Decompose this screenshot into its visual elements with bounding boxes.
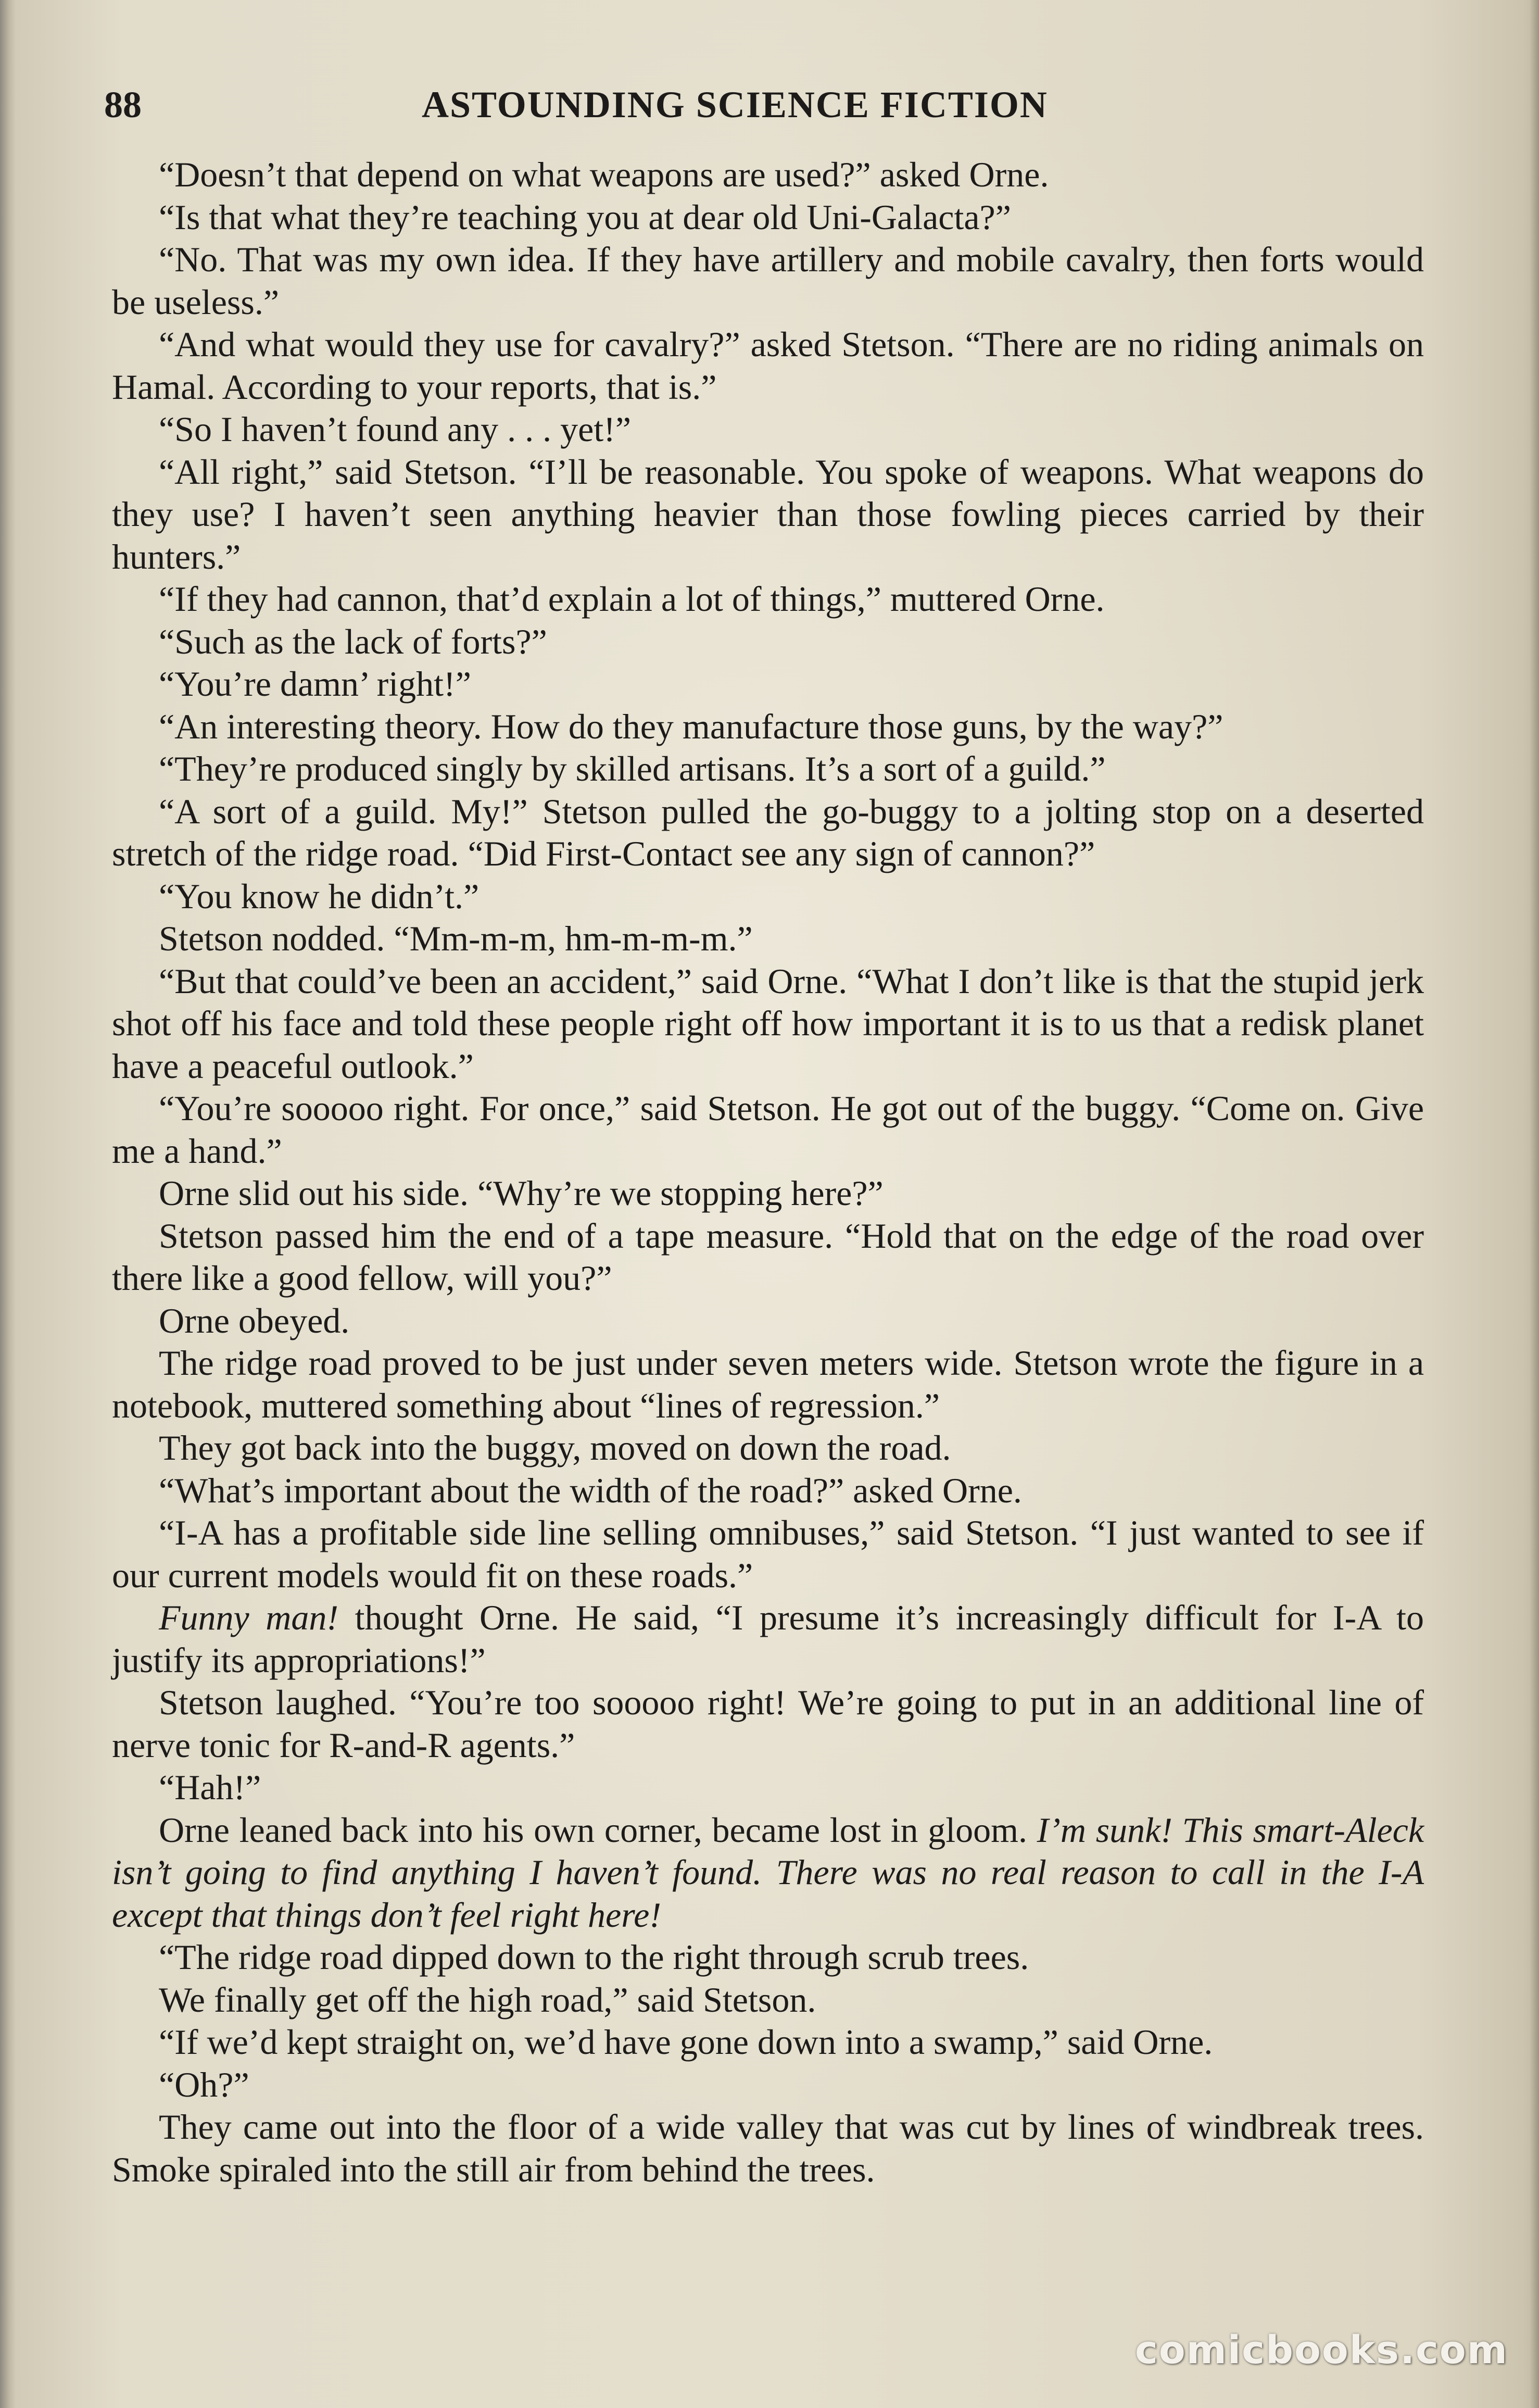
italic-thought: I’m sunk! This smart-Aleck isn’t going to find anything I haven’t found. There was no real reason to call in the I-A except that things don’t feel right here! — [112, 1810, 1424, 1935]
page-edge-right — [1523, 0, 1539, 2408]
paragraph: “You’re sooooo right. For once,” said Stetson. He got out of the buggy. “Come on. Give me a hand.” — [112, 1088, 1424, 1171]
page-header — [104, 78, 1427, 135]
paragraph: “What’s important about the width of the road?” asked Orne. — [159, 1470, 1022, 1510]
paragraph: Orne obeyed. — [159, 1300, 350, 1340]
paragraph: “They’re produced singly by skilled artisans. It’s a sort of a guild.” — [159, 749, 1106, 788]
paragraph-text: Orne leaned back into his own corner, became lost in gloom. — [159, 1810, 1037, 1850]
paragraph: Orne slid out his side. “Why’re we stopping here?” — [159, 1173, 884, 1213]
watermark: comicbooks.com — [1135, 2328, 1508, 2373]
paragraph: “So I haven’t found any . . . yet!” — [159, 409, 632, 449]
paragraph: “An interesting theory. How do they manufacture those guns, by the way?” — [159, 706, 1223, 746]
page-number: 88 — [104, 84, 142, 126]
paragraph: “If we’d kept straight on, we’d have gone down into a swamp,” said Orne. — [159, 2022, 1213, 2062]
page-edge-left — [0, 0, 16, 2408]
paragraph: “You’re damn’ right!” — [159, 664, 471, 704]
paragraph: “No. That was my own idea. If they have artillery and mobile cavalry, then forts would be useless.” — [112, 240, 1424, 322]
paragraph — [112, 1597, 1424, 1682]
paragraph: “A sort of a guild. My!” Stetson pulled the go-buggy to a jolting stop on a deserted stretch of the ridge road. “Did First-Contact see any sign of cannon?” — [112, 791, 1424, 873]
paragraph-text: thought Orne. He said, “I presume it’s increasingly difficult for I-A to justify its appropriations!” — [112, 1598, 1424, 1680]
paragraph: Stetson laughed. “You’re too sooooo right! We’re going to put in an additional line of nerve tonic for R-and-R agents.” — [112, 1683, 1424, 1765]
paragraph: They got back into the buggy, moved on down the road. — [159, 1428, 951, 1468]
story-text — [112, 154, 1424, 2191]
italic-phrase: Funny man! — [159, 1598, 339, 1637]
paragraph: “The ridge road dipped down to the right through scrub trees. — [159, 1937, 1029, 1977]
paragraph: “If they had cannon, that’d explain a lot of things,” muttered Orne. — [159, 579, 1105, 619]
paragraph: “Doesn’t that depend on what weapons are used?” asked Orne. — [159, 155, 1049, 194]
paragraph: “Is that what they’re teaching you at dear old Uni-Galacta?” — [159, 197, 1011, 237]
running-head: ASTOUNDING SCIENCE FICTION — [422, 84, 1048, 126]
paragraph: “All right,” said Stetson. “I’ll be reasonable. You spoke of weapons. What weapons do they use? I haven’t seen anything heavier than those fowling pieces carried by their hunters.” — [112, 452, 1424, 576]
paragraph: The ridge road proved to be just under seven meters wide. Stetson wrote the figure in a notebook, muttered something about “lines of regression.” — [112, 1343, 1424, 1425]
paragraph: “Hah!” — [159, 1767, 261, 1807]
paragraph: We finally get off the high road,” said Stetson. — [159, 1979, 816, 2020]
paragraph: Stetson nodded. “Mm-m-m, hm-m-m-m.” — [159, 919, 753, 958]
paragraph: “Oh?” — [159, 2064, 249, 2104]
paragraph: “And what would they use for cavalry?” asked Stetson. “There are no riding animals on Hamal. According to your reports, that is.” — [112, 324, 1424, 407]
paragraph: “Such as the lack of forts?” — [159, 621, 547, 661]
paragraph: Stetson passed him the end of a tape measure. “Hold that on the edge of the road over there like a good fellow, will you?” — [112, 1215, 1424, 1298]
paragraph: “You know he didn’t.” — [159, 876, 480, 916]
paragraph — [112, 1809, 1424, 1937]
paragraph: “But that could’ve been an accident,” said Orne. “What I don’t like is that the stupid jerk shot off his face and told these people right off how important it is to us that a redisk planet have a peaceful outlook.” — [112, 961, 1424, 1086]
paragraph: “I-A has a profitable side line selling omnibuses,” said Stetson. “I just wanted to see if our current models would fit on these roads.” — [112, 1513, 1424, 1595]
paragraph: They came out into the floor of a wide valley that was cut by lines of windbreak trees. Smoke spiraled into the still air from behind the trees. — [112, 2107, 1424, 2189]
